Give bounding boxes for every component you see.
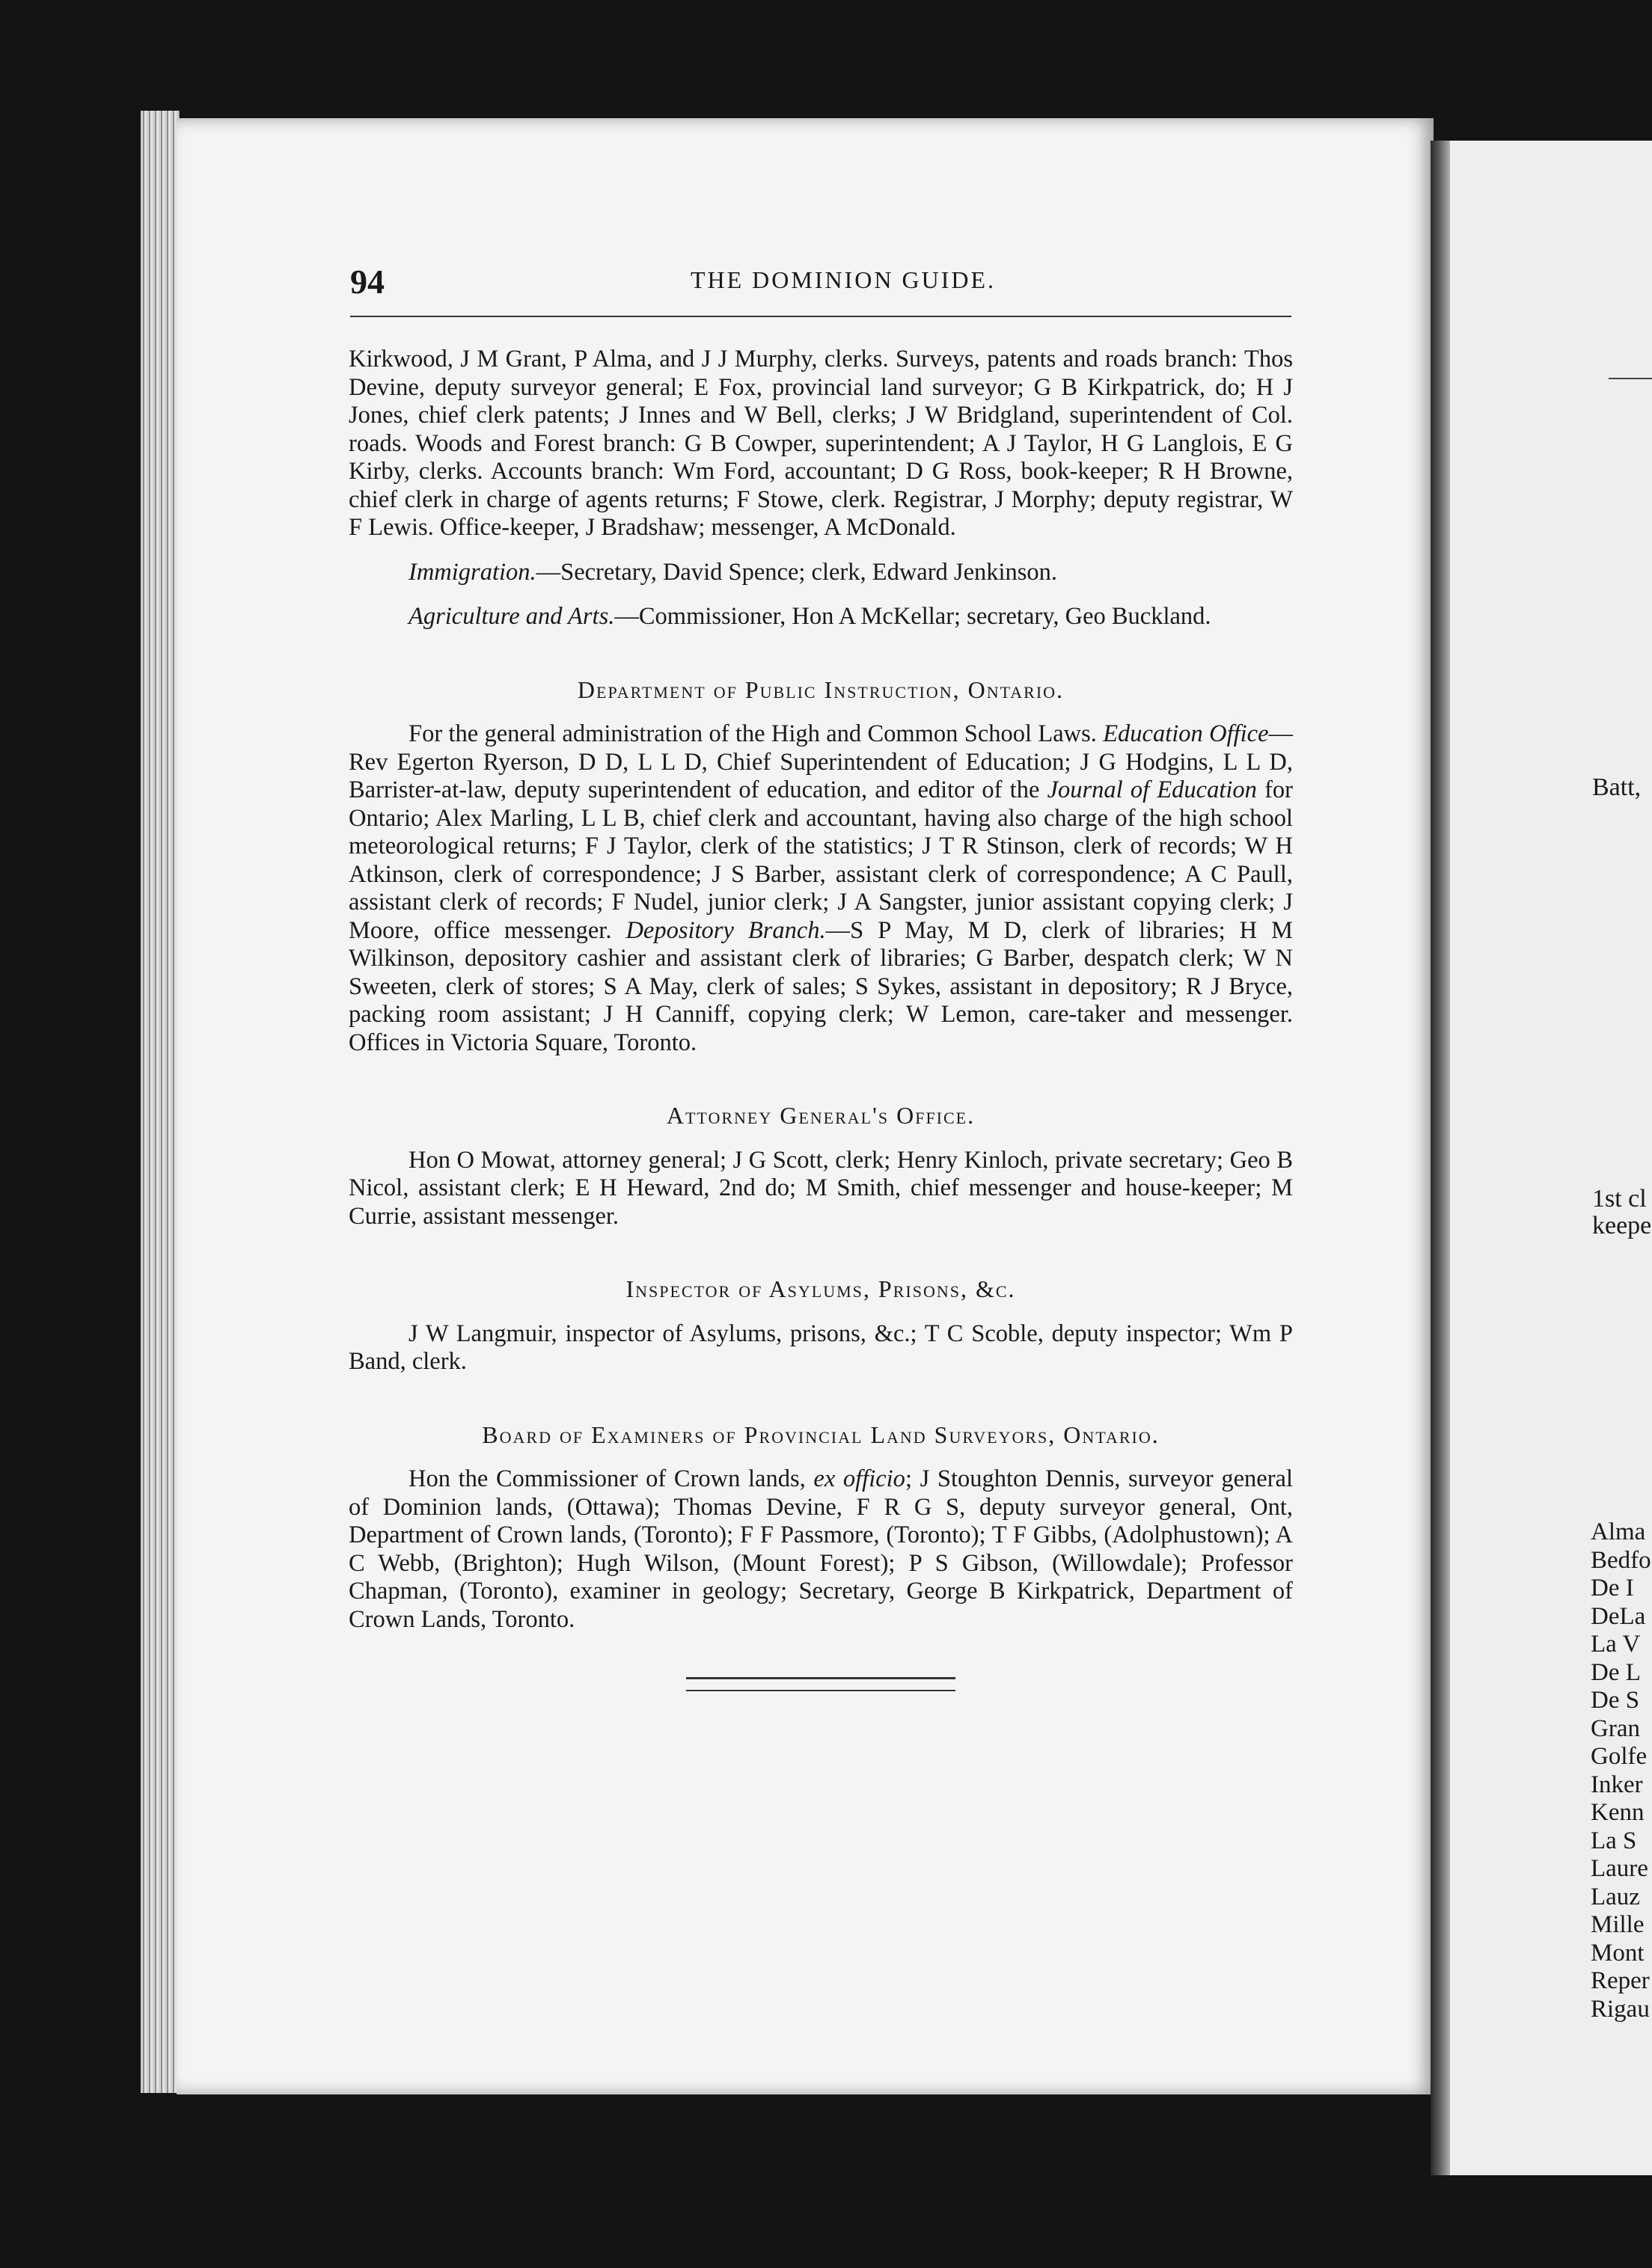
header-rule: [350, 316, 1291, 317]
public-instruction-paragraph: [349, 720, 1293, 1057]
public-instruction-intro: For the general administration of the High and Common School Laws.: [409, 720, 1097, 747]
running-head: [350, 262, 1291, 307]
adjacent-col-item: Mille: [1591, 1911, 1645, 1938]
adjacent-col-item: Laure: [1591, 1855, 1648, 1882]
education-office-text: —Rev Egerton Ryerson, D D, L L D, Chief Superintendent of Education; J G Hodgins, L L D, Barrister-at-law, deputy superintendent of education, and editor of the: [349, 720, 1294, 803]
heading-surveyors: Board of Examiners of Provincial Land Surveyors, Ontario.: [482, 1420, 1160, 1448]
agriculture-text: —Commissioner, Hon A McKellar; secretary, Geo Buckland.: [614, 603, 1211, 630]
adjacent-col-item: Mont: [1591, 1939, 1645, 1967]
adjacent-col-item: La S: [1591, 1827, 1637, 1854]
asylums-paragraph: J W Langmuir, inspector of Asylums, prisons, &c.; T C Scoble, deputy inspector; Wm P Band, clerk.: [349, 1320, 1293, 1375]
adjacent-fragment-1st: 1st cl: [1592, 1185, 1647, 1213]
attorney-general-paragraph: Hon O Mowat, attorney general; J G Scott, clerk; Henry Kinloch, private secretary; Geo B Nicol, assistant clerk; E H Heward, 2nd do; M Smith, chief messenger and house-keeper; M Currie, assistant messenger.: [349, 1146, 1293, 1230]
book-page-edges: [141, 111, 180, 2093]
immigration-lead: Immigration.: [409, 558, 536, 586]
adjacent-col-item: Bedfo: [1591, 1546, 1651, 1574]
agriculture-lead: Agriculture and Arts.: [409, 603, 615, 630]
adjacent-col-item: Rigau: [1591, 1995, 1650, 2023]
adjacent-col-item: Gran: [1591, 1714, 1640, 1742]
adjacent-col-item: De I: [1591, 1575, 1634, 1602]
adjacent-column-list: [1591, 1518, 1652, 2023]
ex-officio: ex officio: [813, 1465, 905, 1492]
adjacent-col-item: DeLa: [1591, 1602, 1646, 1630]
education-office-lead: Education Office: [1103, 720, 1269, 747]
depository-lead: Depository Branch.: [625, 916, 826, 944]
end-ornament-rule: [686, 1677, 955, 1691]
heading-attorney-general: Attorney General's Office.: [666, 1102, 976, 1129]
adjacent-col-item: De L: [1591, 1658, 1641, 1686]
surveyors-text-2: ; J Stoughton Dennis, surveyor general of Dominion lands, (Ottawa); Thomas Devine, F R G S, deputy surveyor general, Ont, Department of Crown lands, (Toronto); F F Passmore, (Toronto); T F Gibbs, (Adolphustown); A C Webb, (Brighton); Hugh Wilson, (Mount Forest); P S Gibson, (Willowdale); Professor Chapman, (Toronto), examiner in geology; Secretary, George B Kirkpatrick, Department of Crown Lands, Toronto.: [349, 1465, 1293, 1633]
adjacent-col-item: Reper: [1591, 1967, 1650, 1994]
immigration-text: —Secretary, David Spence; clerk, Edward Jenkinson.: [536, 558, 1058, 586]
surveyors-paragraph: [349, 1465, 1293, 1634]
page-number: 94: [350, 263, 385, 301]
adjacent-fragment-keep: keepe: [1592, 1212, 1652, 1239]
depository-text: —S P May, M D, clerk of libraries; H M Wilkinson, depository cashier and assistant clerk of libraries; G Barber, despatch clerk; W N Sweeten, clerk of stores; S A May, clerk of sales; S Sykes, assistant in depository; R J Bryce, packing room assistant; J H Canniff, copying clerk; W Lemon, care-taker and messenger. Offices in Victoria Square, Toronto.: [349, 916, 1294, 1056]
heading-asylums: Inspector of Asylums, Prisons, &c.: [625, 1275, 1016, 1302]
book-gutter: [1431, 141, 1451, 2175]
crown-lands-continued-paragraph: Kirkwood, J M Grant, P Alma, and J J Murphy, clerks. Surveys, patents and roads branch: Thos Devine, deputy surveyor general; E Fox, provincial land surveyor; G B Kirkpatrick, do; H J Jones, chief clerk patents; J Innes and W Bell, clerks; J W Bridgland, superintendent of Col. roads. Woods and Forest branch: G B Cowper, superintendent; A J Taylor, H G Langlois, E G Kirby, clerks. Accounts branch: Wm Ford, accountant; D G Ross, book-keeper; R H Browne, chief clerk in charge of agents returns; F Stowe, clerk. Registrar, J Morphy; deputy registrar, W F Lewis. Office-keeper, J Bradshaw; messenger, A McDonald.: [349, 346, 1293, 541]
adjacent-col-item: Alma: [1591, 1518, 1646, 1545]
education-office-text-2: for Ontario; Alex Marling, L L B, chief clerk and accountant, having also charge of the high school meteorological returns; F J Taylor, clerk of the statistics; J T R Stinson, clerk of records; W H Atkinson, clerk of correspondence; J S Barber, assistant clerk of correspondence; A C Paull, assistant clerk of records; F Nudel, junior clerk; J A Sangster, junior assistant copying clerk; J Moore, office messenger.: [349, 776, 1294, 944]
adjacent-col-item: Golfe: [1591, 1743, 1648, 1770]
adjacent-col-item: Lauz: [1591, 1883, 1640, 1910]
adjacent-col-item: De S: [1591, 1687, 1640, 1714]
adjacent-col-item: La V: [1591, 1631, 1641, 1658]
adjacent-col-item: Kenn: [1591, 1799, 1645, 1826]
surveyors-text-1: Hon the Commissioner of Crown lands,: [409, 1465, 806, 1492]
agriculture-paragraph: [349, 603, 1293, 631]
running-title: THE DOMINION GUIDE.: [690, 266, 997, 293]
page-content: [349, 346, 1293, 1691]
adjacent-fragment-batt: Batt,: [1592, 773, 1642, 801]
heading-public-instruction: Department of Public Instruction, Ontario.: [577, 675, 1065, 703]
journal-title: Journal of Education: [1047, 776, 1257, 803]
immigration-paragraph: [349, 559, 1293, 587]
adjacent-col-item: Inker: [1591, 1771, 1643, 1798]
adjacent-page-rule: [1609, 378, 1652, 379]
